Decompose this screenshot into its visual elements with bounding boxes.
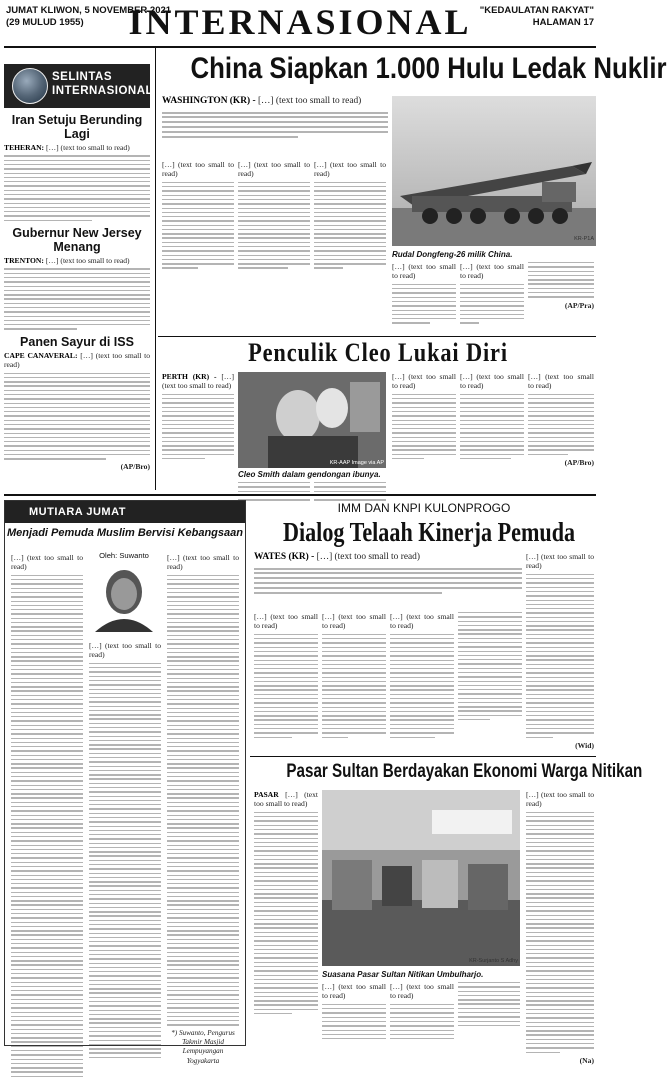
china-lead-text: […] (text too small to read) (257, 96, 362, 106)
pemuda-headline: Dialog Telaah Kinerja Pemuda (282, 517, 576, 547)
cleo-col-6 (528, 372, 594, 467)
cleo-image (238, 372, 386, 468)
missile-image (392, 96, 596, 246)
text-placeholder-lines (392, 284, 456, 324)
pasar-dateline: PASAR (254, 790, 279, 799)
market-photo (322, 790, 520, 966)
cleo-col-5-text: […] (text too small to read) (460, 372, 524, 391)
author-portrait (87, 560, 161, 632)
pemuda-col-4 (458, 612, 522, 723)
china-col-3 (314, 160, 386, 272)
pemuda-col-3 (390, 612, 454, 741)
china-col-4 (392, 262, 456, 327)
pemuda-lead-text: […] (text too small to read) (316, 552, 420, 562)
pasar-col-3-text: […] (text too small to read) (390, 982, 454, 1001)
mutiara-author: *) Suwanto, Pengurus Takmir Masjid Lempuyangan Yogyakarta (171, 1028, 235, 1065)
mutiara-col-1-text: […] (text too small to read) (11, 553, 83, 572)
brief-source: (AP/Bro) (120, 462, 150, 472)
pemuda-lead (254, 552, 522, 597)
pasar-source: (Na) (579, 1055, 594, 1065)
pasar-headline: Pasar Sultan Berdayakan Ekonomi Warga Nitikan (286, 761, 643, 782)
china-col-2 (238, 160, 310, 272)
cleo-headline: Penculik Cleo Lukai Diri (248, 338, 508, 367)
brief-dateline: CAPE CANAVERAL: (4, 350, 78, 360)
pemuda-col-2 (322, 612, 386, 741)
pemuda-source: (Wid) (575, 740, 594, 750)
selintas-banner (4, 64, 154, 108)
selintas-title-line1: SELINTAS (52, 71, 113, 83)
pemuda-bottom-rule (250, 756, 596, 757)
missile-photo (392, 96, 596, 246)
photo-credit: KR-Surjanto S Adhy (469, 958, 518, 964)
china-dateline: WASHINGTON (KR) - (162, 96, 256, 106)
brief-body (4, 351, 150, 370)
text-placeholder-lines (526, 574, 594, 738)
brief-text: […] (text too small to read) (4, 350, 150, 370)
text-placeholder-lines (162, 394, 234, 460)
pasar-col-1 (254, 790, 318, 1017)
mutiara-col-1 (11, 553, 83, 1080)
brief-body (4, 143, 150, 152)
tagline: "KEDAULATAN RAKYAT" (479, 5, 594, 16)
header-rule (4, 46, 596, 48)
text-placeholder-lines (314, 182, 386, 269)
china-col-1 (162, 160, 234, 272)
mutiara-col-2-text: […] (text too small to read) (89, 641, 161, 660)
china-col-4-text: […] (text too small to read) (392, 262, 456, 281)
pasar-headline-wrap (252, 760, 643, 784)
cleo-col-1 (162, 372, 234, 462)
text-placeholder-lines (167, 575, 239, 1026)
selintas-title-line2: INTERNASIONAL (52, 85, 154, 97)
photo-credit: KR-P1A (574, 236, 594, 242)
pemuda-dateline: WATES (KR) - (254, 552, 315, 562)
china-bottom-rule (158, 336, 596, 337)
brief-dateline: TRENTON: (4, 256, 44, 266)
pemuda-header (252, 500, 596, 548)
brief-dateline: TEHERAN: (4, 143, 45, 152)
header-right (480, 5, 594, 29)
text-placeholder-lines (528, 394, 594, 455)
china-lead (162, 96, 388, 141)
market-caption: Suasana Pasar Sultan Nitikan Umbulharjo. (322, 970, 484, 979)
pasar-col-1-text: […] (text too small to read) (254, 790, 318, 809)
brief-head: Gubernur New Jersey Menang (12, 226, 142, 255)
cleo-col-4 (392, 372, 456, 462)
brief-head: Panen Sayur di ISS (20, 334, 134, 349)
china-headline: China Siapkan 1.000 Hulu Ledak Nuklir (190, 52, 667, 85)
china-col-3-text: […] (text too small to read) (314, 160, 386, 179)
mid-rule (4, 494, 596, 496)
brief-body (4, 256, 150, 265)
text-placeholder-lines (528, 262, 594, 298)
cleo-photo (238, 372, 386, 468)
text-placeholder-lines (11, 575, 83, 1077)
section-title: INTERNASIONAL (128, 2, 472, 42)
text-placeholder-lines (254, 634, 318, 738)
text-placeholder-lines (162, 182, 234, 269)
china-col-6 (528, 262, 594, 310)
column-divider (155, 48, 156, 490)
mutiara-col-2 (89, 641, 161, 1061)
china-headline-wrap (160, 52, 667, 86)
text-placeholder-lines (458, 612, 522, 720)
photo-credit: KR-AAP Image via AP (329, 460, 384, 466)
cleo-col-4-text: […] (text too small to read) (392, 372, 456, 391)
text-placeholder-lines (89, 663, 161, 1058)
china-col-2-text: […] (text too small to read) (238, 160, 310, 179)
brief-head: Iran Setuju Berunding Lagi (11, 113, 143, 141)
author-label: Oleh: Suwanto (99, 551, 149, 560)
selintas-title (52, 70, 153, 98)
text-placeholder-lines (526, 812, 594, 1053)
cleo-source: (AP/Bro) (564, 458, 594, 468)
text-placeholder-lines (390, 634, 454, 738)
mutiara-col-3-text: […] (text too small to read) (167, 553, 239, 572)
pemuda-kicker: IMM DAN KNPI KULONPROGO (337, 501, 511, 515)
date-line-1: JUMAT KLIWON, 5 NOVEMBER 2021 (6, 5, 172, 16)
text-placeholder-lines (390, 1004, 454, 1040)
cleo-col-6-text: […] (text too small to read) (528, 372, 594, 391)
text-placeholder-lines (458, 982, 520, 1026)
pasar-col-4-lower (458, 982, 520, 1029)
author-photo (87, 551, 161, 635)
pemuda-col-5 (526, 552, 594, 750)
china-source: (AP/Pra) (564, 300, 594, 310)
text-placeholder-lines (322, 634, 386, 738)
brief-text: […] (text too small to read) (45, 256, 130, 266)
cleo-col-5 (460, 372, 524, 462)
mutiara-box (4, 500, 246, 1065)
text-placeholder-lines (460, 394, 524, 460)
pemuda-col-4-text: […] (text too small to read) (526, 552, 594, 571)
text-placeholder-lines (4, 268, 150, 329)
page-number: HALAMAN 17 (532, 17, 594, 28)
cleo-headline-wrap (160, 338, 596, 368)
china-col-5-text: […] (text too small to read) (460, 262, 524, 281)
mutiara-title: MUTIARA JUMAT (5, 501, 245, 523)
pasar-col-3 (390, 982, 454, 1042)
text-placeholder-lines (254, 568, 522, 594)
market-image (322, 790, 520, 966)
cleo-dateline: PERTH (KR) - (162, 372, 217, 381)
cleo-caption: Cleo Smith dalam gendongan ibunya. (238, 470, 381, 479)
pemuda-col-1 (254, 612, 318, 741)
pasar-col-2 (322, 982, 386, 1042)
text-placeholder-lines (238, 482, 310, 501)
mutiara-headline: Menjadi Pemuda Muslim Bervisi Kebangsaan (7, 527, 243, 539)
pasar-col-4-text: […] (text too small to read) (526, 790, 594, 809)
china-col-5 (460, 262, 524, 327)
text-placeholder-lines (460, 284, 524, 324)
text-placeholder-lines (314, 482, 386, 501)
china-col-1-text: […] (text too small to read) (162, 160, 234, 179)
text-placeholder-lines (392, 394, 456, 460)
brief-text: […] (text too small to read) (46, 143, 130, 152)
pemuda-col-2-text: […] (text too small to read) (322, 612, 386, 631)
pasar-col-2-text: […] (text too small to read) (322, 982, 386, 1001)
missile-caption: Rudal Dongfeng-26 milik China. (392, 250, 513, 259)
text-placeholder-lines (4, 373, 150, 460)
text-placeholder-lines (238, 182, 310, 269)
pasar-col-4 (526, 790, 594, 1065)
text-placeholder-lines (162, 112, 388, 138)
pemuda-col-3-text: […] (text too small to read) (390, 612, 454, 631)
date-line-2: (29 MULUD 1955) (6, 17, 84, 28)
globe-icon (12, 68, 48, 104)
pemuda-col-1-text: […] (text too small to read) (254, 612, 318, 631)
text-placeholder-lines (322, 1004, 386, 1040)
mutiara-col-3 (167, 553, 239, 1066)
cleo-col-1-text: […] (text too small to read) (162, 372, 234, 391)
text-placeholder-lines (254, 812, 318, 1015)
selintas-sidebar (4, 64, 154, 472)
text-placeholder-lines (4, 155, 150, 221)
